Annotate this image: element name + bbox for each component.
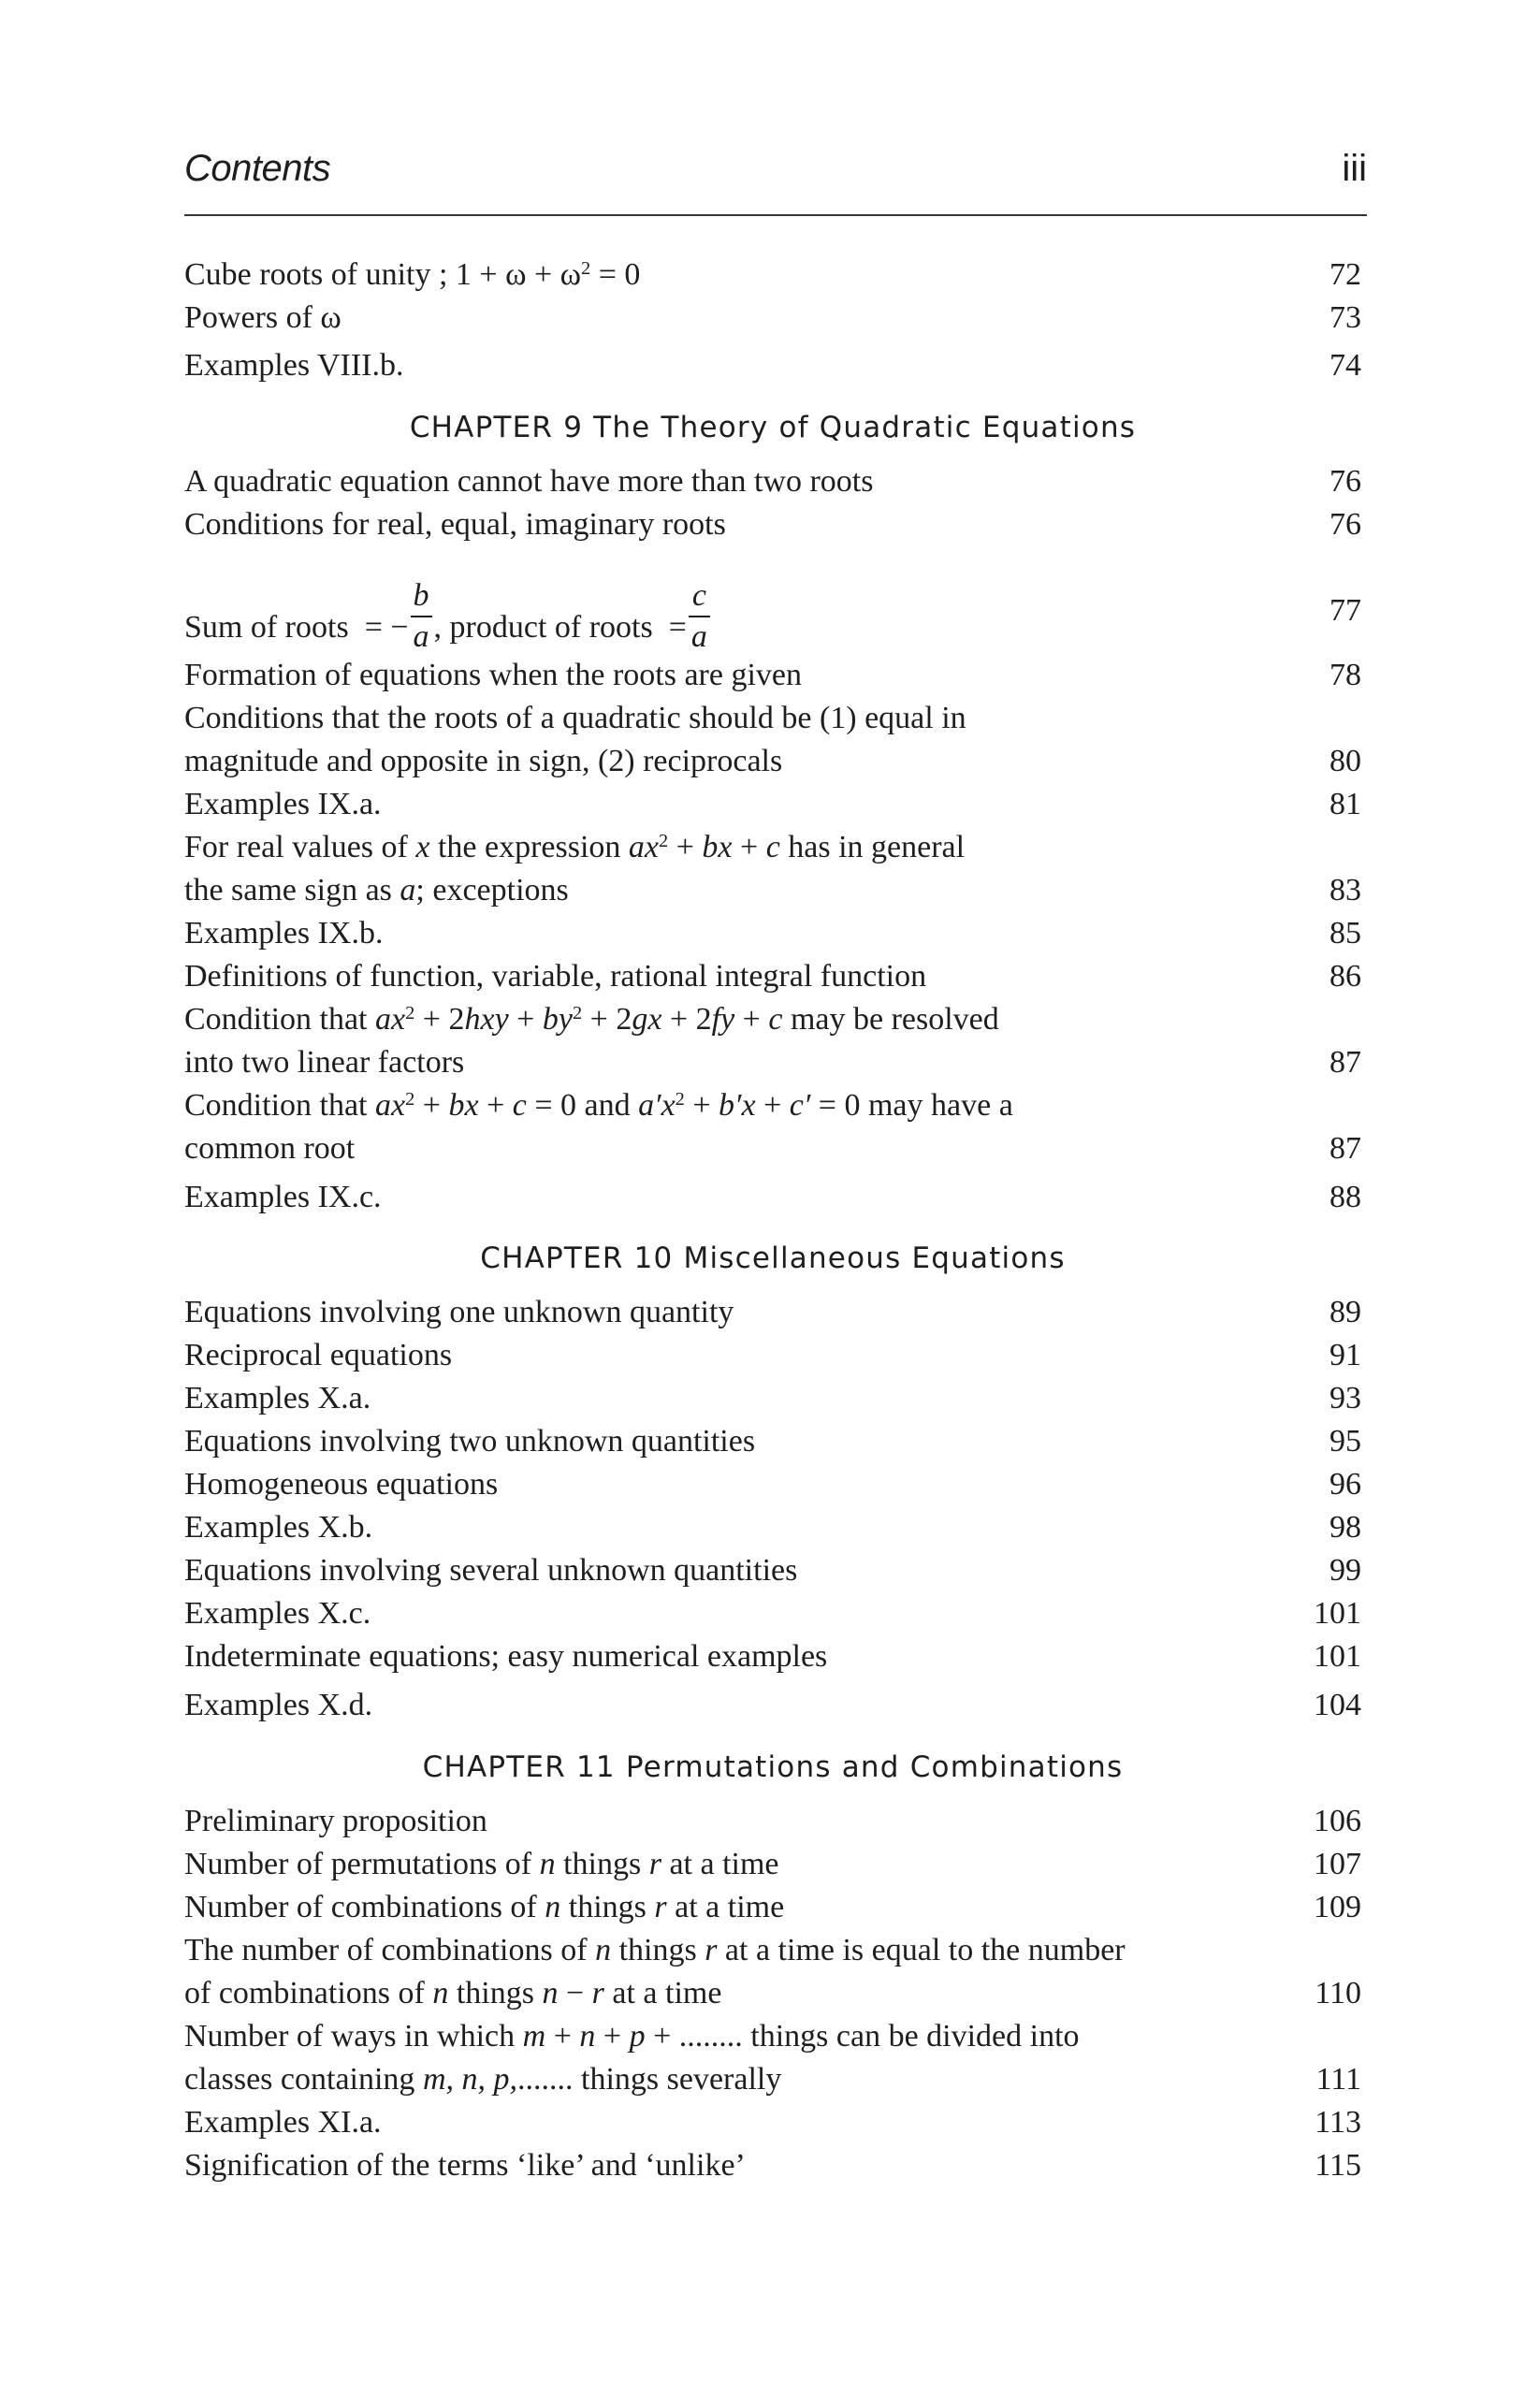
- toc-entry-page: 98: [1329, 1510, 1361, 1545]
- toc-entry-page: 88: [1329, 1180, 1361, 1214]
- toc-entry-text: Examples XI.a.: [184, 2105, 382, 2140]
- toc-entry-text: Cube roots of unity ; $1 + \omega + \omega^2 = 0$: [184, 257, 641, 292]
- toc-entry-text-line-1: Conditions that the roots of a quadratic should be (1) equal in: [184, 701, 966, 735]
- toc-entry-text: Examples IX.c.: [184, 1180, 382, 1214]
- toc-entry-text: Reciprocal equations: [184, 1338, 453, 1372]
- toc-entry-page: 101: [1314, 1596, 1361, 1631]
- toc-entry-text: Examples IX.a.: [184, 787, 382, 821]
- toc-entry-page: 93: [1329, 1381, 1361, 1415]
- toc-entry-text-line-1: Condition that $ax^2 + 2hxy + by^2 + 2gx + 2fy + c$ may be resolved: [184, 1002, 999, 1037]
- toc-entry-text: Number of combinations of n things r at a time: [184, 1890, 785, 1924]
- toc-entry-page: 83: [1329, 873, 1361, 907]
- running-header-title: Contents: [184, 148, 331, 189]
- toc-entry-page: 99: [1329, 1553, 1361, 1588]
- toc-entry-page: 76: [1329, 507, 1361, 542]
- toc-entry-text-line-2: magnitude and opposite in sign, (2) reciprocals: [184, 744, 783, 778]
- toc-entry-text-line-2: the same sign as a; exceptions: [184, 873, 569, 907]
- running-header-page-number: iii: [1342, 148, 1367, 189]
- toc-entry-text: Sum of roots = − $\frac{b}{a}$ , product of roots = $\frac{c}{a}$: [184, 589, 712, 670]
- toc-entry-page: 104: [1314, 1688, 1361, 1722]
- toc-entry-text-line-2: common root: [184, 1131, 356, 1166]
- toc-entry-text: Definitions of function, variable, rational integral function: [184, 959, 927, 994]
- toc-entry-text: Equations involving several unknown quantities: [184, 1553, 798, 1588]
- toc-entry-page: 72: [1329, 257, 1361, 292]
- toc-entry-text: Equations involving one unknown quantity: [184, 1295, 734, 1329]
- toc-entry-page: 77: [1329, 593, 1361, 628]
- toc-entry-text: Formation of equations when the roots are given: [184, 658, 803, 692]
- toc-entry-text-line-1: The number of combinations of n things r at a time is equal to the number: [184, 1933, 1126, 1967]
- toc-entry-page: 96: [1329, 1467, 1361, 1502]
- fraction-b-over-a: $\frac{b}{a}$: [411, 576, 432, 657]
- toc-entry-page: 113: [1315, 2105, 1361, 2140]
- toc-entry-page: 80: [1329, 744, 1361, 778]
- toc-entry-text: Examples X.a.: [184, 1381, 371, 1415]
- toc-entry-text: Indeterminate equations; easy numerical examples: [184, 1639, 828, 1674]
- toc-entry-text: Examples X.b.: [184, 1510, 373, 1545]
- chapter-heading-11: CHAPTER 11 Permutations and Combinations: [422, 1750, 1124, 1784]
- toc-entry-page: 87: [1329, 1045, 1361, 1080]
- toc-entry-page: 85: [1329, 916, 1361, 951]
- toc-entry-text: Examples IX.b.: [184, 916, 384, 951]
- toc-entry-text-line-1: Condition that $ax^2$ + bx + c = 0 and $a'x^2 + b'x + c' = 0$ may have a: [184, 1088, 1013, 1123]
- toc-entry-page: 81: [1329, 787, 1361, 821]
- toc-entry-page: 111: [1315, 2062, 1361, 2097]
- toc-entry-page: 87: [1329, 1131, 1361, 1166]
- toc-entry-page: 107: [1314, 1847, 1361, 1881]
- toc-entry-page: 76: [1329, 464, 1361, 499]
- toc-entry-page: 74: [1329, 348, 1361, 383]
- toc-entry-text-line-1: Number of ways in which m + n + p + ........ things can be divided into: [184, 2019, 1080, 2054]
- toc-entry-text-line-2: of combinations of n things n − r at a time: [184, 1976, 722, 2010]
- toc-entry-page: 110: [1315, 1976, 1361, 2010]
- toc-entry-text: Examples X.c.: [184, 1596, 371, 1631]
- toc-entry-page: 115: [1315, 2148, 1361, 2183]
- toc-entry-page: 101: [1314, 1639, 1361, 1674]
- chapter-heading-9: CHAPTER 9 The Theory of Quadratic Equations: [409, 411, 1137, 444]
- toc-entry-text-line-2: into two linear factors: [184, 1045, 465, 1080]
- toc-entry-text-line-2: classes containing m, n, p,....... things severally: [184, 2062, 782, 2097]
- toc-entry-page: 78: [1329, 658, 1361, 692]
- toc-entry-text: Homogeneous equations: [184, 1467, 499, 1502]
- toc-entry-text: Number of permutations of n things r at a time: [184, 1847, 779, 1881]
- toc-entry-text: Examples VIII.b.: [184, 348, 404, 383]
- fraction-c-over-a: $\frac{c}{a}$: [689, 576, 710, 657]
- toc-entry-page: 91: [1329, 1338, 1361, 1372]
- toc-entry-text: Examples X.d.: [184, 1688, 373, 1722]
- toc-entry-page: 109: [1314, 1890, 1361, 1924]
- toc-entry-page: 73: [1329, 300, 1361, 335]
- toc-entry-page: 106: [1314, 1804, 1361, 1838]
- toc-entry-text: Conditions for real, equal, imaginary roots: [184, 507, 726, 542]
- toc-entry-text-line-1: For real values of x the expression $ax^2$ + bx + c has in general: [184, 830, 966, 864]
- toc-entry-text: A quadratic equation cannot have more than two roots: [184, 464, 874, 499]
- toc-entry-text: Powers of ω: [184, 300, 341, 335]
- toc-entry-text: Preliminary proposition: [184, 1804, 487, 1838]
- toc-entry-text: Signification of the terms ‘like’ and ‘unlike’: [184, 2148, 746, 2183]
- toc-entry-text: Equations involving two unknown quantities: [184, 1424, 756, 1459]
- toc-entry-page: 95: [1329, 1424, 1361, 1459]
- header-rule: [184, 214, 1367, 216]
- toc-entry-page: 89: [1329, 1295, 1361, 1329]
- toc-entry-page: 86: [1329, 959, 1361, 994]
- chapter-heading-10: CHAPTER 10 Miscellaneous Equations: [480, 1241, 1066, 1275]
